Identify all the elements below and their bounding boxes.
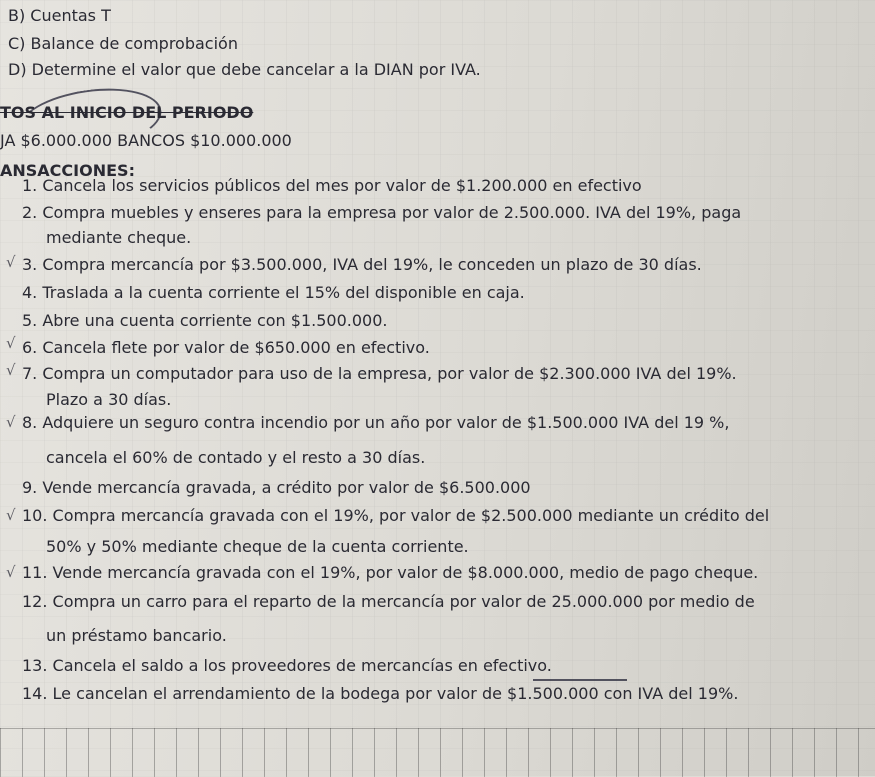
transaction-7: 7. Compra un computador para uso de la empresa, por valor de $2.300.000 IVA del 19%. [22,364,737,383]
transaction-5: 5. Abre una cuenta corriente con $1.500.000. [22,311,388,330]
transaction-12-cont: un préstamo bancario. [46,626,227,645]
transaction-8-cont: cancela el 60% de contado y el resto a 30 días. [46,448,426,467]
check-mark-10: √ [6,506,16,524]
section-title: TOS AL INICIO DEL PERIODO [0,103,254,122]
transaction-2: 2. Compra muebles y enseres para la empresa por valor de 2.500.000. IVA del 19%, paga [22,203,742,222]
transaction-12: 12. Compra un carro para el reparto de la mercancía por valor de 25.000.000 por medio de [22,592,755,611]
check-mark-3: √ [6,253,16,271]
check-mark-11: √ [6,563,16,581]
transaction-6: 6. Cancela flete por valor de $650.000 en efectivo. [22,338,430,357]
check-mark-6: √ [6,334,16,352]
transactions-title: ANSACCIONES: [0,161,135,180]
transaction-10: 10. Compra mercancía gravada con el 19%, por valor de $2.500.000 mediante un crédito del [22,506,770,525]
transaction-11: 11. Vende mercancía gravada con el 19%, por valor de $8.000.000, medio de pago cheque. [22,563,759,582]
transaction-8: 8. Adquiere un seguro contra incendio por un año por valor de $1.500.000 IVA del 19 %, [22,413,730,432]
ink-underline [533,679,627,681]
initial-balances: JA $6.000.000 BANCOS $10.000.000 [0,131,292,150]
transaction-4: 4. Traslada a la cuenta corriente el 15% del disponible en caja. [22,283,525,302]
transaction-7-cont: Plazo a 30 días. [46,390,172,409]
transaction-1: 1. Cancela los servicios públicos del mes por valor de $1.200.000 en efectivo [22,176,642,195]
transaction-3: 3. Compra mercancía por $3.500.000, IVA del 19%, le conceden un plazo de 30 días. [22,255,702,274]
item-b: B) Cuentas T [8,6,111,25]
transaction-10-cont: 50% y 50% mediante cheque de la cuenta corriente. [46,537,469,556]
transaction-14: 14. Le cancelan el arrendamiento de la bodega por valor de $1.500.000 con IVA del 19%. [22,684,739,703]
transaction-13: 13. Cancela el saldo a los proveedores de mercancías en efectivo. [22,656,552,675]
item-d: D) Determine el valor que debe cancelar a la DIAN por IVA. [8,60,481,79]
transaction-9: 9. Vende mercancía gravada, a crédito por valor de $6.500.000 [22,478,531,497]
check-mark-7: √ [6,361,16,379]
bottom-grid [0,728,875,777]
check-mark-8: √ [6,413,16,431]
transaction-2-cont: mediante cheque. [46,228,192,247]
item-c: C) Balance de comprobación [8,34,238,53]
